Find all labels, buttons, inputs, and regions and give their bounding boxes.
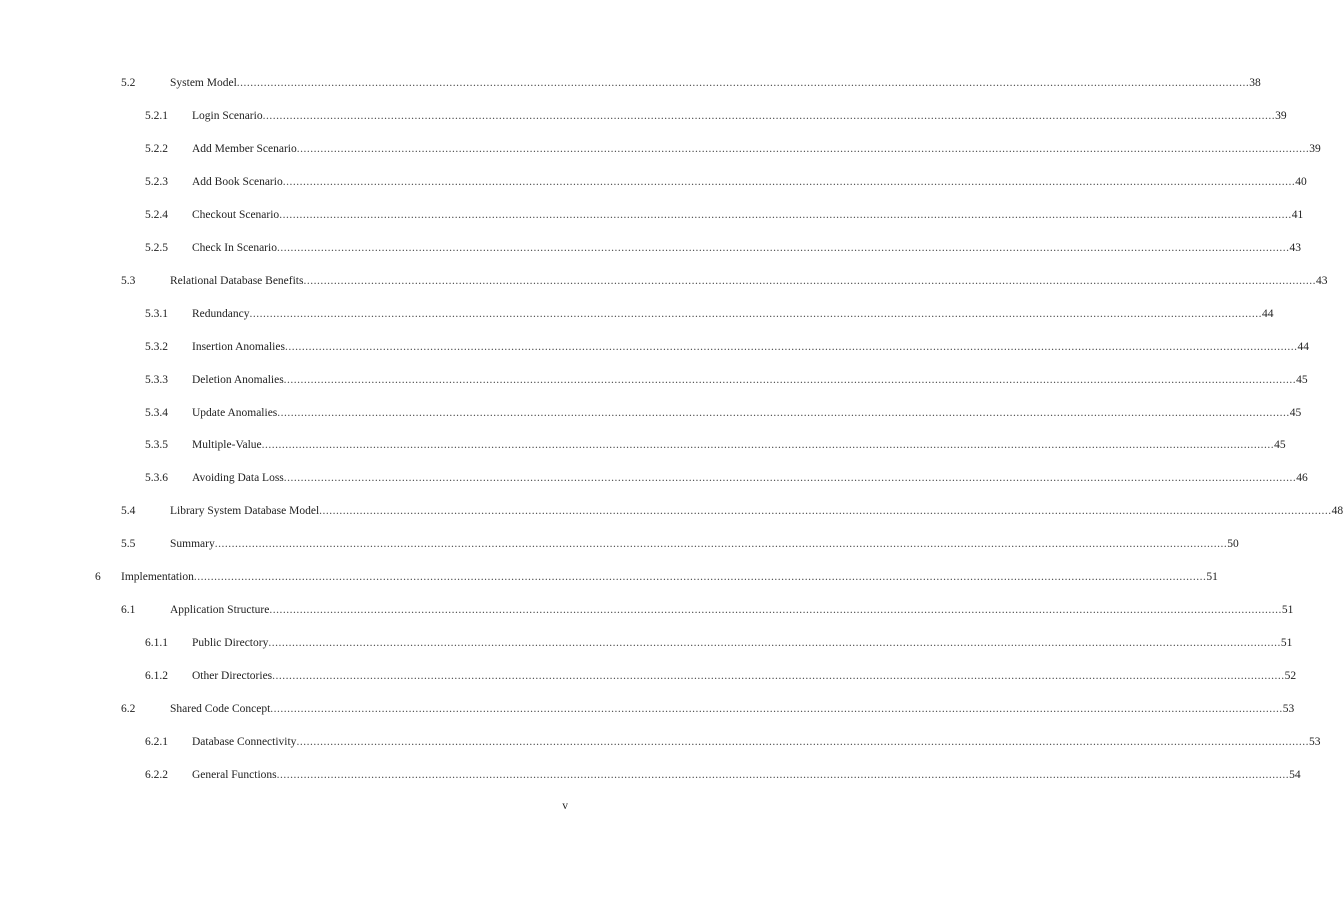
toc-entry[interactable] [0, 273, 1328, 289]
toc-entry[interactable] [0, 437, 1286, 453]
toc-entry-page: 45 [1289, 406, 1302, 419]
toc-entry-page: 43 [1315, 274, 1328, 287]
dot-leader: ............................................................................................................................................................................................................................................................................................................ [296, 736, 1309, 748]
dot-leader: ............................................................................................................................................................................................................................................................................................................ [303, 274, 1316, 287]
toc-entry[interactable] [0, 339, 1309, 355]
toc-entry[interactable] [0, 207, 1304, 223]
toc-entry-page: 53 [1282, 703, 1295, 716]
toc-entry-title: Application Structure [170, 604, 270, 617]
dot-leader: ............................................................................................................................................................................................................................................................................................................ [283, 373, 1297, 386]
toc-entry-title: Avoiding Data Loss [192, 472, 284, 485]
toc-entry[interactable] [0, 503, 1343, 519]
toc-entry-number: 5.5 [121, 538, 136, 551]
toc-entry-number: 5.3.3 [145, 373, 168, 386]
dot-leader: ............................................................................................................................................................................................................................................................................................................ [284, 340, 1298, 353]
toc-entry-page: 41 [1291, 208, 1304, 221]
page-number: v [562, 800, 568, 812]
toc-entry-number: 5.3.2 [145, 340, 168, 353]
toc-entry[interactable] [0, 372, 1308, 388]
toc-entry[interactable] [0, 108, 1287, 124]
toc-entry-page: 45 [1274, 439, 1286, 452]
toc-entry[interactable] [0, 240, 1301, 256]
toc-entry-page: 54 [1289, 768, 1301, 781]
toc-entry-number: 6.2.2 [145, 768, 168, 781]
toc-entry-title: Library System Database Model [170, 505, 320, 518]
dot-leader: ............................................................................................................................................................................................................................................................................................................ [296, 142, 1310, 155]
toc-entry-number: 5.4 [121, 505, 136, 518]
toc-entry-title: Summary [170, 538, 215, 551]
toc-entry-title: Shared Code Concept [170, 703, 271, 716]
toc-entry-page: 52 [1284, 670, 1297, 683]
toc-entry[interactable] [0, 174, 1307, 190]
toc-entry[interactable] [0, 141, 1321, 157]
toc-entry-number: 5.3.5 [145, 439, 168, 452]
dot-leader: ............................................................................................................................................................................................................................................................................................................ [269, 604, 1282, 617]
toc-entry-title: Update Anomalies [192, 406, 278, 419]
dot-leader: ............................................................................................................................................................................................................................................................................................................ [283, 472, 1297, 485]
toc-entry-title: Other Directories [192, 670, 273, 683]
toc-entry-title: Login Scenario [192, 109, 263, 122]
toc-entry[interactable] [0, 635, 1293, 651]
dot-leader: ............................................................................................................................................................................................................................................................................................................ [236, 77, 1250, 89]
toc-entry-title: Implementation [121, 571, 194, 584]
dot-leader: ............................................................................................................................................................................................................................................................................................................ [261, 439, 1275, 452]
toc-entry-number: 6.1.2 [145, 670, 168, 683]
dot-leader: ............................................................................................................................................................................................................................................................................................................ [214, 538, 1228, 551]
dot-leader: ............................................................................................................................................................................................................................................................................................................ [319, 505, 1332, 518]
toc-entry-title: System Model [170, 77, 237, 89]
toc-entry[interactable] [0, 75, 1261, 91]
toc-entry-number: 5.2.2 [145, 142, 168, 155]
toc-entry[interactable] [0, 536, 1239, 552]
toc-entry[interactable] [0, 701, 1295, 717]
toc-entry-title: Public Directory [192, 637, 269, 650]
toc-entry-number: 5.3.4 [145, 406, 168, 419]
toc-entry[interactable] [0, 734, 1321, 750]
toc-entry-number: 5.2.5 [145, 241, 168, 254]
toc-entry[interactable] [0, 470, 1308, 486]
toc-entry-title: Checkout Scenario [192, 208, 280, 221]
toc-entry[interactable] [0, 405, 1302, 421]
toc-entry-number: 5.2.4 [145, 208, 168, 221]
toc-entry-page: 51 [1281, 604, 1294, 617]
toc-entry-number: 5.2.1 [145, 109, 168, 122]
toc-entry-title: Multiple-Value [192, 439, 262, 452]
toc-entry-number: 5.3.1 [145, 307, 168, 320]
toc-entry-number: 5.2 [121, 77, 136, 89]
toc-entry[interactable] [0, 668, 1297, 684]
toc-entry-page: 51 [1206, 571, 1218, 584]
toc-entry-title: Database Connectivity [192, 736, 297, 748]
toc-entry-page: 44 [1297, 340, 1309, 353]
dot-leader: ............................................................................................................................................................................................................................................................................................................ [272, 670, 1285, 683]
toc-entry-title: Redundancy [192, 307, 250, 320]
toc-entry-page: 38 [1249, 77, 1261, 89]
toc-entry-title: Deletion Anomalies [192, 373, 284, 386]
dot-leader: ............................................................................................................................................................................................................................................................................................................ [277, 406, 1290, 419]
toc-entry-number: 6.1.1 [145, 637, 168, 650]
toc-entry[interactable] [0, 602, 1294, 618]
toc-entry-number: 6 [95, 571, 101, 584]
toc-entry-number: 6.1 [121, 604, 136, 617]
toc-entry-number: 5.2.3 [145, 175, 168, 188]
toc-entry-title: Insertion Anomalies [192, 340, 285, 353]
dot-leader: ............................................................................................................................................................................................................................................................................................................ [249, 307, 1262, 320]
dot-leader: ............................................................................................................................................................................................................................................................................................................ [276, 241, 1290, 254]
dot-leader: ............................................................................................................................................................................................................................................................................................................ [276, 768, 1290, 781]
toc-entry-page: 39 [1275, 109, 1287, 122]
toc-entry[interactable] [0, 767, 1301, 783]
dot-leader: ............................................................................................................................................................................................................................................................................................................ [268, 637, 1281, 650]
toc-entry-title: Check In Scenario [192, 241, 277, 254]
dot-leader: ............................................................................................................................................................................................................................................................................................................ [193, 571, 1207, 584]
toc-entry-number: 6.2.1 [145, 736, 168, 748]
toc-entry-title: Add Member Scenario [192, 142, 297, 155]
toc-entry-number: 5.3.6 [145, 472, 168, 485]
toc-entry-page: 40 [1295, 175, 1307, 188]
toc-entry-page: 48 [1331, 505, 1343, 518]
dot-leader: ............................................................................................................................................................................................................................................................................................................ [279, 208, 1292, 221]
toc-entry-page: 51 [1280, 637, 1293, 650]
toc-entry-page: 46 [1296, 472, 1308, 485]
toc-entry[interactable] [0, 306, 1274, 322]
toc-entry-page: 44 [1261, 307, 1274, 320]
toc-entry-page: 50 [1227, 538, 1239, 551]
toc-entry-number: 5.3 [121, 274, 136, 287]
dot-leader: ............................................................................................................................................................................................................................................................................................................ [282, 175, 1296, 188]
toc-entry-page: 45 [1296, 373, 1308, 386]
toc-entry-number: 6.2 [121, 703, 136, 716]
toc-entry-title: Relational Database Benefits [170, 274, 304, 287]
toc-entry-page: 39 [1309, 142, 1321, 155]
dot-leader: ............................................................................................................................................................................................................................................................................................................ [270, 703, 1283, 716]
toc-entry-title: General Functions [192, 768, 277, 781]
toc-entry[interactable] [0, 569, 1218, 585]
toc-entry-page: 53 [1308, 736, 1321, 748]
toc-entry-title: Add Book Scenario [192, 175, 283, 188]
toc-entry-page: 43 [1289, 241, 1301, 254]
dot-leader: ............................................................................................................................................................................................................................................................................................................ [262, 109, 1276, 122]
